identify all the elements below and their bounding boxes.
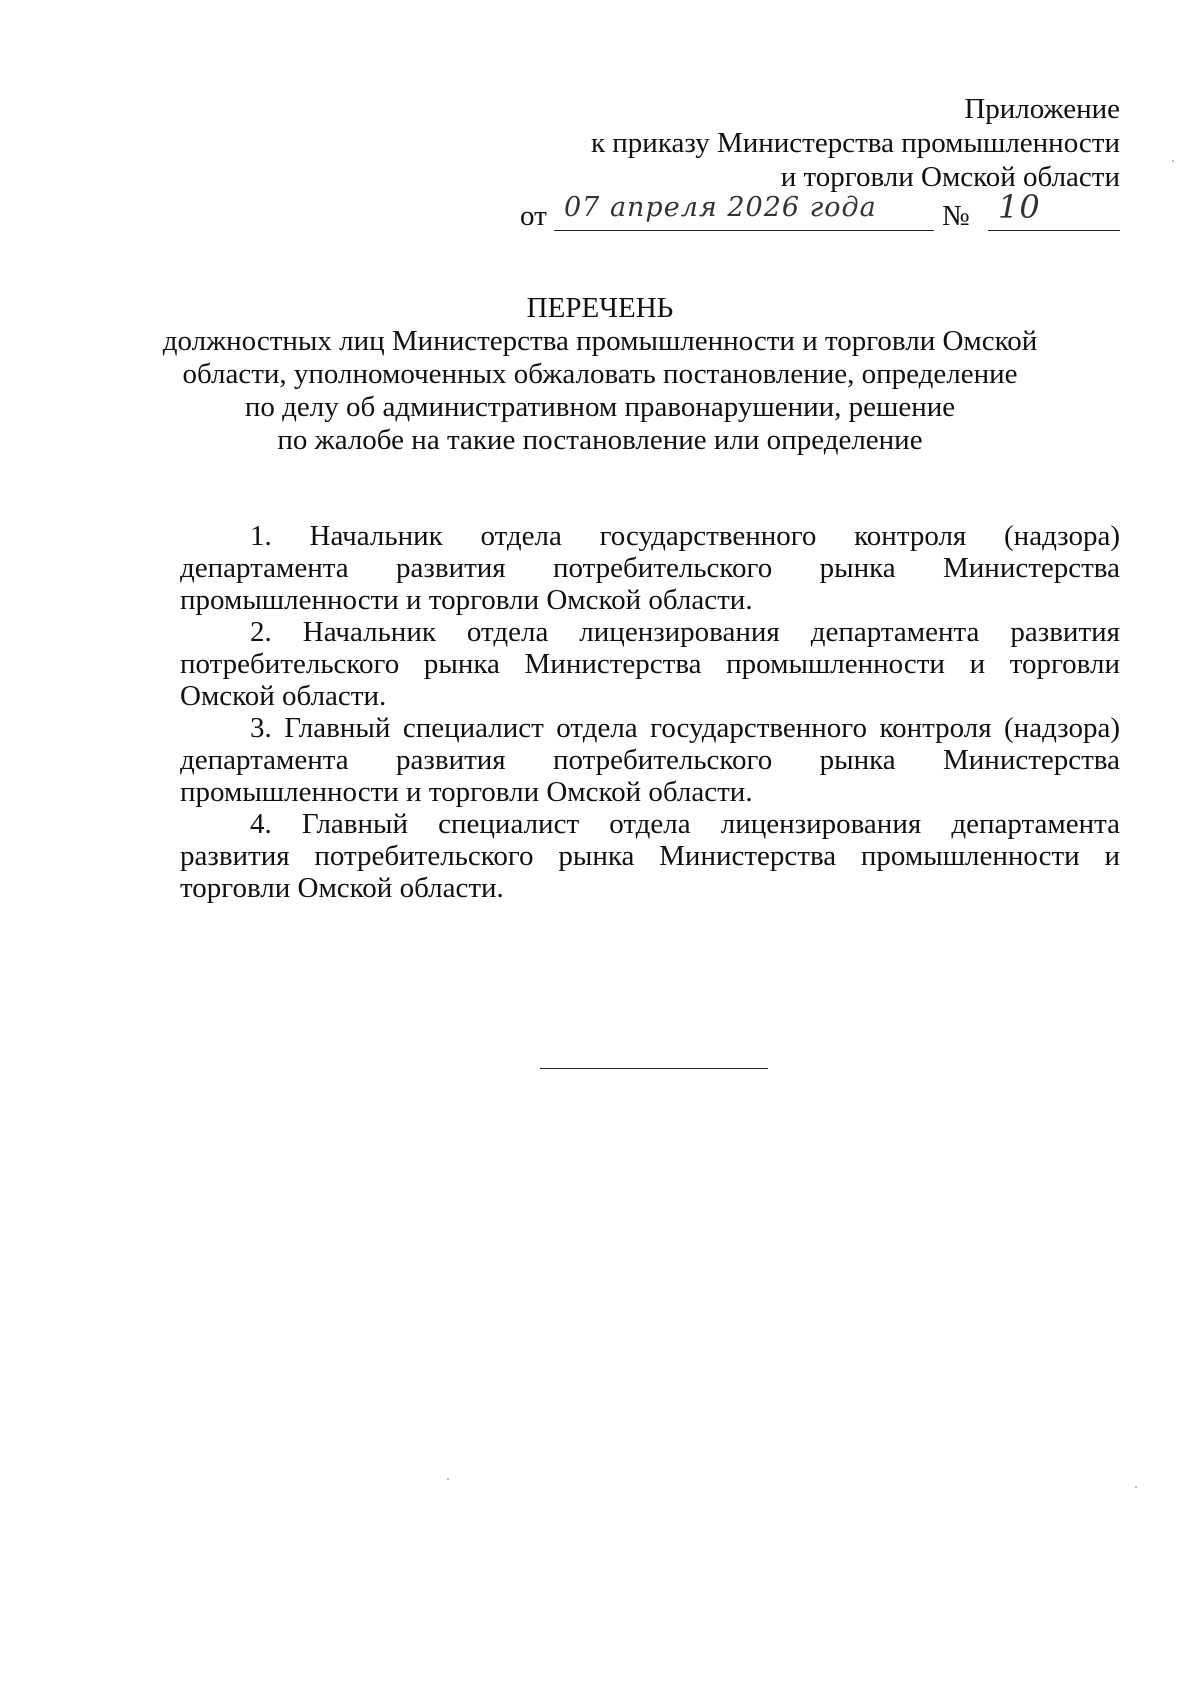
appendix-header xyxy=(591,92,1120,194)
title-main: ПЕРЕЧЕНЬ xyxy=(526,292,674,324)
handwritten-date: 07 апреля 2026 года xyxy=(564,192,877,223)
list-item: 4. Главный специалист отдела лицензирования департамента развития потребительского рынка Министерства промышленности и торговли Омской области. xyxy=(180,808,1120,904)
from-label: от xyxy=(520,200,547,232)
list-item: 1. Начальник отдела государственного контроля (надзора) департамента развития потребительского рынка Министерства промышленности и торговли Омской области. xyxy=(180,520,1120,616)
list-item: 3. Главный специалист отдела государственного контроля (надзора) департамента развития потребительского рынка Министерства промышленности и торговли Омской области. xyxy=(180,712,1120,808)
ministry-line: и торговли Омской области xyxy=(780,161,1120,193)
title-subtitle-line: по жалобе на такие постановление или определение xyxy=(277,424,923,456)
order-reference-line: к приказу Министерства промышленности xyxy=(590,127,1120,159)
scan-speck xyxy=(447,1478,449,1480)
end-divider xyxy=(540,1068,768,1069)
title-subtitle-line: должностных лиц Министерства промышленности и торговли Омской xyxy=(162,325,1038,357)
scan-speck xyxy=(1172,160,1174,162)
number-field xyxy=(988,188,1120,231)
handwritten-number: 10 xyxy=(998,188,1041,226)
appendix-label: Приложение xyxy=(964,93,1120,125)
list-item: 2. Начальник отдела лицензирования департамента развития потребительского рынка Министерства промышленности и торговли Омской области. xyxy=(180,616,1120,712)
title-subtitle-line: по делу об административном правонарушении, решение xyxy=(244,391,956,423)
scan-speck xyxy=(1135,1486,1137,1488)
date-field xyxy=(554,192,934,231)
date-number-line xyxy=(520,188,1120,236)
officials-list xyxy=(180,520,1120,904)
title-subtitle-line: области, уполномоченных обжаловать постановление, определение xyxy=(182,358,1018,390)
number-label: № xyxy=(942,200,970,232)
document-title xyxy=(150,292,1050,457)
